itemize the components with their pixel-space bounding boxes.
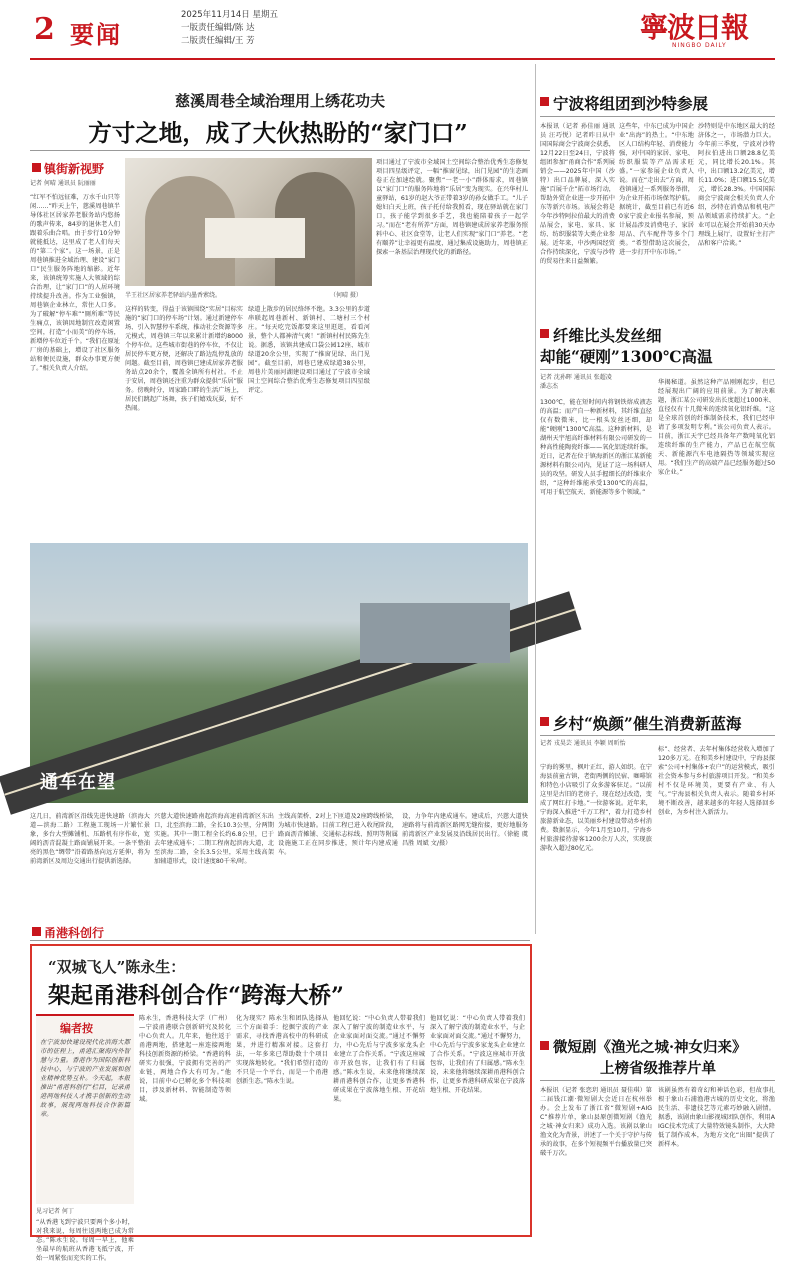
column-marker <box>32 927 41 936</box>
divider <box>30 940 530 941</box>
left-story-kicker: 慈溪周巷全域治理用上绣花功夫 <box>174 92 385 110</box>
column-tag: 镇街新视野 <box>44 162 105 176</box>
right-story4-title-1: 微短剧《渔光之城·神女归来》 <box>553 1039 747 1056</box>
right-story1-col3: 沙特则是中东地区最大的经济体之一，市场潜力巨大。今年前三季度，宁波对沙特阿拉伯进出口额28.8亿美元，同比增长20.1%。其中，出口额13.2亿美元，增长11.0%；进口额15.5亿美元，增长28.3%。中国国际商会宁波商会相关负责人介绍，沙特在消费品和机电产品领域需求持续扩大。“企业可以在展会开始前30天办理线上展厅，设置好主打产品和客户洽谈。” <box>698 123 775 247</box>
left-story-col2: 这样的转变，得益于该镇围绕“实居”目标实施的“家门口的停车场”计划。通过新建停车场、引入智慧停车系统，推动社会资源等多元模式，周巷镇三年以来累计新增约8000个停车位。这些城市街巷的停车位，不仅让居民停车更方便，还解决了路边乱停乱放的问题。截至目前，周巷镇已建成居家养老服务站点20余个，覆盖全镇所有村社。不止于安居，周巷镇还注重为群众提供“乐居”服务。傍晚时分，周家路口畔的生活广场上，居民们跳起广场舞，孩子们嬉戏玩耍，好不热闹。 <box>125 306 243 412</box>
headline-marker <box>540 97 549 106</box>
headline-marker <box>540 329 549 338</box>
editor-line-2: 二版责任编辑/王 芳 <box>181 36 255 46</box>
newspaper-logo: 寧波日報 <box>640 11 749 44</box>
right-story4-col2: 该剧虽然有着奇幻和神话色彩，但故事扎根于象山石浦渔港古城的历史文化，将渔民生活、非遗技艺等元素巧妙融入剧情。据悉，该剧由象山影视城团队创作，利用AIGC技术完成了大量特效镜头制作，大大降低了制作成本，为地方文化“出圈”提供了新样本。 <box>658 1087 775 1148</box>
editor-line-1: 一版责任编辑/陈 达 <box>181 23 255 33</box>
photo-caption-2: 兴慈大道快速路南起滨海高速前湾新区东出口，北至滨海二路，全长10.3公里，分两期实施。其中一期工程全长约6.8公里，已于去年建成通车；二期工程南起滨海大道，北至滨海二路，全长3.5公里，采用主线高架加辅道形式，设计速度80千米/时。 <box>154 813 274 865</box>
right-story2-col2: 华揭秘道。虽然这种产品刚刚起步，但已经展现出广阔的应用前景。为了解决难题，浙江某公司研发出长度超过1000米、直径仅有十几微米的连续氧化铝纤维。“这是全球首创的纤维制备技术，我们已经申请了多项发明专利。”该公司负责人表示。目前，浙江天宇已经具备年产数吨氧化铝连续纤维的生产能力，产品已在航空航天、新能源汽车电池隔热等领域实现应用。“我们生产的高端产品已经服务超过50家企业。” <box>658 379 775 476</box>
calligraphy-photo <box>125 158 372 286</box>
left-story-title: 方寸之地，成了大伙热盼的“家门口” <box>88 119 468 147</box>
photo-caption-4: 设，力争年内建成通车。建成后，兴慈大道快速路将与前湾新区路网无缝衔接，更好地服务前湾新区产业发展及沿线居民出行。（徐能 虞昌胜 周斌 文/摄） <box>402 813 528 847</box>
big-photo-label: 通车在望 <box>40 772 116 792</box>
photo-buildings <box>360 603 510 663</box>
bottom-col4: 他回忆说：“中心负责人带着我们深入了解宁波的制造业水平，与企业家面对面交流。”通过不懈努力，中心先后与宁波多家龙头企业建立了合作关系。“宁波这座城市开放包容，让我们有了归属感。”陈永生说，未来他将继续深耕甬港科创合作，让更多香港科研成果在宁波落地生根、开花结果。 <box>333 1015 425 1103</box>
right-story3-col2: 标”、经营者、去年村集体经营收入增加了120多万元。在和美乡村建设中，宁海县探索“公司+村集体+农户”的运营模式，吸引社会资本参与乡村旅游项目开发。“和美乡村不仅是环境美，更要有产业、有人气。”宁海县相关负责人表示。随着乡村环境不断改善，越来越多的年轻人选择回乡创业，为乡村注入新活力。 <box>658 746 775 816</box>
photo-caption: 半王社区居家养老驿站内墨香萦绕。 <box>125 292 222 299</box>
masthead-rule <box>30 58 775 60</box>
column-divider <box>535 64 536 934</box>
left-story-col1: “红军不怕远征难，万水千山只等闲……”昨天上午，慈溪周巷镇半导体社区居家养老服务站内悠扬的歌声传来，84岁的退休老人们跟着乐曲合唱。由于步行10分钟就能抵达，这里成了老人们每天的“第二个家”。这一场景，正是周巷镇推进全域治理、建设“家门口”民生服务阵地的缩影。近年来，该镇统筹实施人大领域的综合治理，让“家门口”的人居环境持续提升改善。作为工业强镇，周巷镇企业林立，常住人口多。为了破解“停车难”“厕所难”等民生痛点，该镇因地制宜改造闲置空间，打造“小而美”的停车场，新增停车位近千个。“我们在原址厂房的基础上，增设了社区服务站和便民设施，群众办事更方便了。”相关负责人介绍。 <box>30 194 120 372</box>
byline: 见习记者 何丁 <box>36 1208 74 1215</box>
photo-caption-1: 这几日，前湾新区沿线先进快速路（滨海大道—滨海二路）工程施工现场一片繁忙景象，多台大型摊铺机、压路机有序作业，宽阔的沥青混凝土路面铺展开来。一条平整油亮的黑色“绸带”沿着路基向远方延伸，将为前湾新区及周边交通出行提供新选择。 <box>30 813 150 865</box>
bottom-col3: 化为现实？陈永生和团队选择从三个方面着手：挖掘宁波的产业需求，寻找香港高校中的科研成果，并进行精准对接。这套打法，一年多来已帮助数十个项目实现落地转化。“我们希望打造的不只是一个平台，而是一个甬港创新生态。”陈永生说。 <box>236 1015 328 1085</box>
divider <box>540 369 775 370</box>
divider <box>540 735 775 736</box>
bottom-kicker: “双城飞人”陈永生： <box>48 958 186 976</box>
bottom-col5: 他回忆说：“中心负责人带着我们深入了解宁波的制造业水平，与企业家面对面交流。”通过不懈努力，中心先后与宁波多家龙头企业建立了合作关系。“宁波这座城市开放包容，让我们有了归属感。”陈永生说，未来他将继续深耕甬港科创合作，让更多香港科研成果在宁波落地生根、开花结果。 <box>430 1015 525 1094</box>
date-line: 2025年11月14日 星期五 <box>181 10 278 20</box>
photo-paper <box>205 218 305 258</box>
right-story4-title-2: 上榜省级推荐片单 <box>600 1060 716 1077</box>
headline-marker <box>540 1041 549 1050</box>
byline: 记者 沈孙晖 通讯员 张超凌 潘志杰 <box>540 374 612 390</box>
bottom-col2: 陈永生，香港科技大学（广州）—宁波甬港联合创新研究及转化中心负责人。几年来，他往返于甬港两地，搭建起一座连接两地科技创新资源的桥梁。“香港的科研实力很强，宁波拥有完善的产业链，两地合作大有可为。”他说，目前中心已孵化多个科技项目，涉及新材料、智能制造等领域。 <box>139 1015 231 1103</box>
right-story1-col2: 这些年，中东已成为中国企业“出海”的热土。“中东地区人口结构年轻、消费能力强，对中国的家居、家电、纺织服装等产品需求旺盛。”一家参展企业负责人说。而在“走出去”方面，周巷镇通过一系列服务举措，为企业开拓市场保驾护航。据统计，截至目前已有近60家宁波企业报名参展，预计展品涉及消费电子、家居用品、汽车配件等多个门类。“希望借助这次展会，进一步打开中东市场。” <box>619 123 694 256</box>
section-title: 要闻 <box>70 20 122 49</box>
right-story1-col1: 本报讯（记者 孙佳丽 通讯员 汪巧悦）记者昨日从中国国际商会宁波商会获悉，12月22日至24日，宁波将组团参加“甬商合作”系列展销会——2025年中国（沙特）出口品牌展，深入实施“百展千企”拓市场行动，帮助外贸企业进一步开拓中东等新兴市场。该展会将是今年沙特阿拉伯最大的消费品展会，家电、家具、家纺、纺织服装等大类企业参展。近年来，中沙两国经贸合作持续深化，宁波与沙特的贸易往来日益频繁。 <box>540 123 615 265</box>
right-story2-col1: 1300℃，能在短时间内将钢铁熔成液态的高温；而产自一种新材料，其纤维直径仅有数微米，比一根头发丝还细，却能“硬刚”1300℃高温。这种新材料，是湖州天宇旭高纤维材料有限公司研发的一种高性能陶瓷纤维——氧化铝连续纤维。近日，记者在位于镇海新区的浙江某新能源材料有限公司内，见证了这一场科研人员的攻坚。研发人员手握细长的纤维束介绍，“这种纤维能承受1300℃的高温，可用于航空航天、新能源等多个领域。” <box>540 399 652 496</box>
column-marker <box>32 163 41 172</box>
divider <box>30 150 530 151</box>
highway-photo <box>30 543 528 803</box>
editor-note-box <box>36 1014 134 1204</box>
bottom-title: 架起甬港科创合作“跨海大桥” <box>48 983 344 1009</box>
right-story4-col1: 本报讯（记者 张恋玥 通讯员 聂佳琪）第二届钱江潮·微短剧大会近日在杭州举办。会上发布了浙江省“微短剧+AIGC”推荐片单，象山县原创微短剧《渔光之城·神女归来》成功入选。该剧以象山渔文化为背景，讲述了一个关于守护与传承的故事，在多个短视频平台播放量已突破千万次。 <box>540 1087 652 1157</box>
editor-note-label: 编者按 <box>60 1022 93 1035</box>
bottom-col1: “从香港飞到宁波只要两个多小时，对我来说，每周往返两地已成为常态。”陈永生说。每周一早上，他乘坐最早的航班从香港飞抵宁波，开始一周紧张而充实的工作。 <box>36 1219 134 1262</box>
page-number: 2 <box>34 12 55 47</box>
newspaper-logo-en: NINGBO DAILY <box>672 42 727 49</box>
headline-marker <box>540 717 549 726</box>
right-story3-title: 乡村“焕颜”催生消费新蓝海 <box>553 714 742 733</box>
right-story2-title-2: 却能“硬刚”1300℃高温 <box>540 347 713 366</box>
photo-credit: （何晴 摄） <box>330 292 362 299</box>
right-story2-title-1: 纤维比头发丝细 <box>553 326 662 345</box>
bottom-column-tag: 甬港科创行 <box>44 926 105 940</box>
right-story3-col1: 宁海的雾里，枫叶正红，游人如织。在宁海县前童古镇，老街两侧的民宿、咖啡馆和特色小店吸引了众多游客驻足。“以前这里是古旧的老房子，现在经过改造，变成了网红打卡地。”一位游客说。近年来，宁海深入推进“千万工程”，着力打造乡村旅游新业态，以美丽乡村建设带动乡村消费。数据显示，今年1月至10月，宁海乡村旅游接待游客1200余万人次，实现旅游收入超过80亿元。 <box>540 764 652 852</box>
divider <box>540 1080 775 1081</box>
left-story-col4: 项目通过了宁波市全域国土空间综合整治优秀生态修复项目四星级评定，一幅“推窗见绿，出门见园”的生态画卷正在加速绘就。聚焦“一老一小”群体需求，周巷镇以“家门口”的服务阵地将“乐居”变为现实。在兴华村儿童驿站，61岁的赵大爷正带着3岁的孙女做手工。“儿子媳妇白天上班，孩子托付给我照看，现在驿站就在家门口，孩子能学到很多手艺，我也能陪着孩子一起学习。”而在“老有所养”方面，周巷镇建成居家养老服务照料中心、社区食堂等，让老人们实现“家门口”养老。“老有颐养”让幸福更有温度，通过集成设施助力，周巷镇正探索一条基层治理现代化的新路径。 <box>376 159 528 256</box>
byline: 记者 何晴 通讯员 阮丽丽 <box>30 180 96 187</box>
masthead <box>0 0 800 60</box>
left-story-col3: 绿道上散步的居民络绎不绝。3.3公里的步道串联起周巷新村、新镇村、二塘村三个村庄。“每天吃完饭都要来这里逛逛，看看河景，整个人都神清气爽！”新镇村村民陈先生说。据悉，该镇共建成口袋公园12座、城市绿道20余公里，实现了“推窗见绿、出门见园”。截至目前，周巷已建成绿道38公里，周巷片美丽河湖建设项目通过了宁波市全域国土空间综合整治优秀生态修复项目四星级评定。 <box>248 306 370 394</box>
byline: 记者 戎昊芸 通讯员 李颖 周昕怡 <box>540 740 626 747</box>
right-story1-title: 宁波将组团到沙特参展 <box>553 94 709 113</box>
editor-note: 在宁波加快建设现代化滨海大都市的征程上，甬港汇聚海内外智慧与力量。香港作为国际创新科技中心，与宁波的产业发展和创业精神优势互补。今天起，本报推出“甬港科创行”栏目，记录甬港两地科技人才携手创新的生动故事，展现两地科技合作新篇章。 <box>40 1039 130 1118</box>
divider <box>540 116 775 117</box>
photo-caption-3: 主线高架桥、2对上下匝道及2座跨线桥梁，为城市快速路。目前工程已进入收尾阶段，路面沥青摊铺、交通标志标线、照明等附属设施施工正在同步推进，预计年内建成通车。 <box>278 813 398 856</box>
